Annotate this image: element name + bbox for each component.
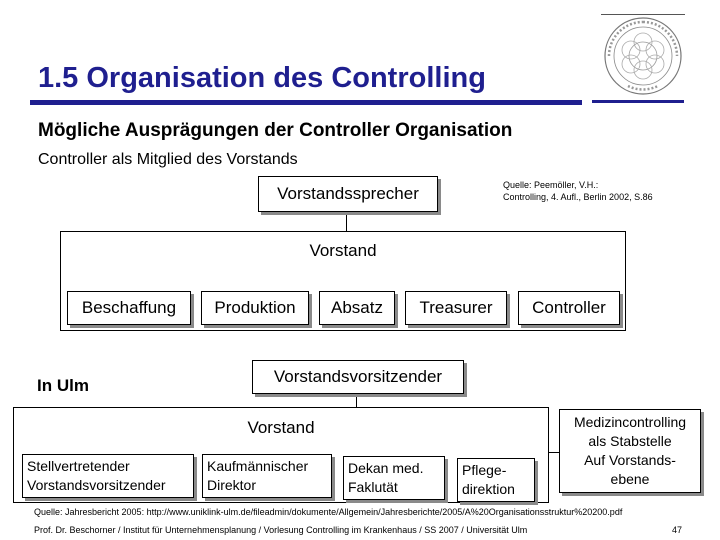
- member-controller: [518, 291, 620, 325]
- member-label: Absatz: [331, 298, 383, 317]
- member-produktion: [201, 291, 309, 325]
- footer-text: Prof. Dr. Beschorner / Institut für Unternehmensplanung / Vorlesung Controlling im Krankenhaus / SS 2007 / Universität Ulm: [34, 525, 528, 535]
- source-note-line: Quelle: Peemöller, V.H.:: [503, 180, 599, 190]
- source-note-line: Controlling, 4. Aufl., Berlin 2002, S.86: [503, 192, 653, 202]
- member-label: Beschaffung: [81, 298, 177, 317]
- member-label: Produktion: [214, 298, 296, 317]
- member-stellvertretender-vorsitzender: [22, 454, 194, 498]
- member-kaufmaennischer-direktor: [202, 454, 332, 498]
- connector-line: [356, 392, 357, 408]
- member-label: Kaufmännischer: [207, 458, 309, 474]
- member-label: Pflege-: [462, 462, 507, 478]
- staff-label: Medizincontrolling: [573, 414, 687, 430]
- section-heading: Mögliche Ausprägungen der Controller Organisation: [38, 120, 513, 141]
- member-label: Controller: [532, 298, 606, 317]
- member-label: Treasurer: [419, 298, 493, 317]
- section-label-ulm: In Ulm: [37, 376, 89, 395]
- member-absatz: [319, 291, 395, 325]
- member-label: Dekan med.: [348, 460, 424, 476]
- staff-label: Auf Vorstands-: [584, 452, 676, 468]
- box-label: Vorstandssprecher: [277, 184, 419, 203]
- page-title: 1.5 Organisation des Controlling: [38, 62, 486, 94]
- staff-label: ebene: [610, 471, 650, 487]
- staff-medizincontrolling: [559, 409, 701, 493]
- board-label: Vorstand: [247, 418, 315, 437]
- section-subheading: Controller als Mitglied des Vorstands: [38, 151, 298, 168]
- source-note-bottom: Quelle: Jahresbericht 2005: http://www.uniklink-ulm.de/fileadmin/dokumente/Allgemein/Jahresberichte/2005/A%20Organisationsstruktur%20200.pdf: [34, 507, 623, 517]
- member-beschaffung: [67, 291, 191, 325]
- page-number: 47: [672, 525, 683, 535]
- box-vorstandssprecher: [258, 176, 438, 212]
- member-label: Direktor: [207, 477, 257, 493]
- member-label: Vorstandsvorsitzender: [27, 477, 166, 493]
- source-note-top: [503, 179, 653, 203]
- box-vorstandsvorsitzender: [252, 360, 464, 394]
- university-seal-icon: [598, 12, 688, 98]
- member-label: direktion: [462, 481, 515, 497]
- staff-label: als Stabstelle: [588, 433, 672, 449]
- member-label: Stellvertretender: [27, 458, 130, 474]
- connector-line: [346, 210, 347, 232]
- member-treasurer: [405, 291, 507, 325]
- title-underline-right: [592, 100, 684, 103]
- box-label: Vorstandsvorsitzender: [273, 367, 443, 386]
- title-underline: [30, 100, 582, 105]
- board-label: Vorstand: [309, 241, 377, 260]
- connector-line-staff: [549, 452, 559, 453]
- member-label: Faklutät: [348, 479, 398, 495]
- member-pflegedirektion: [457, 458, 535, 502]
- member-dekan: [343, 456, 445, 500]
